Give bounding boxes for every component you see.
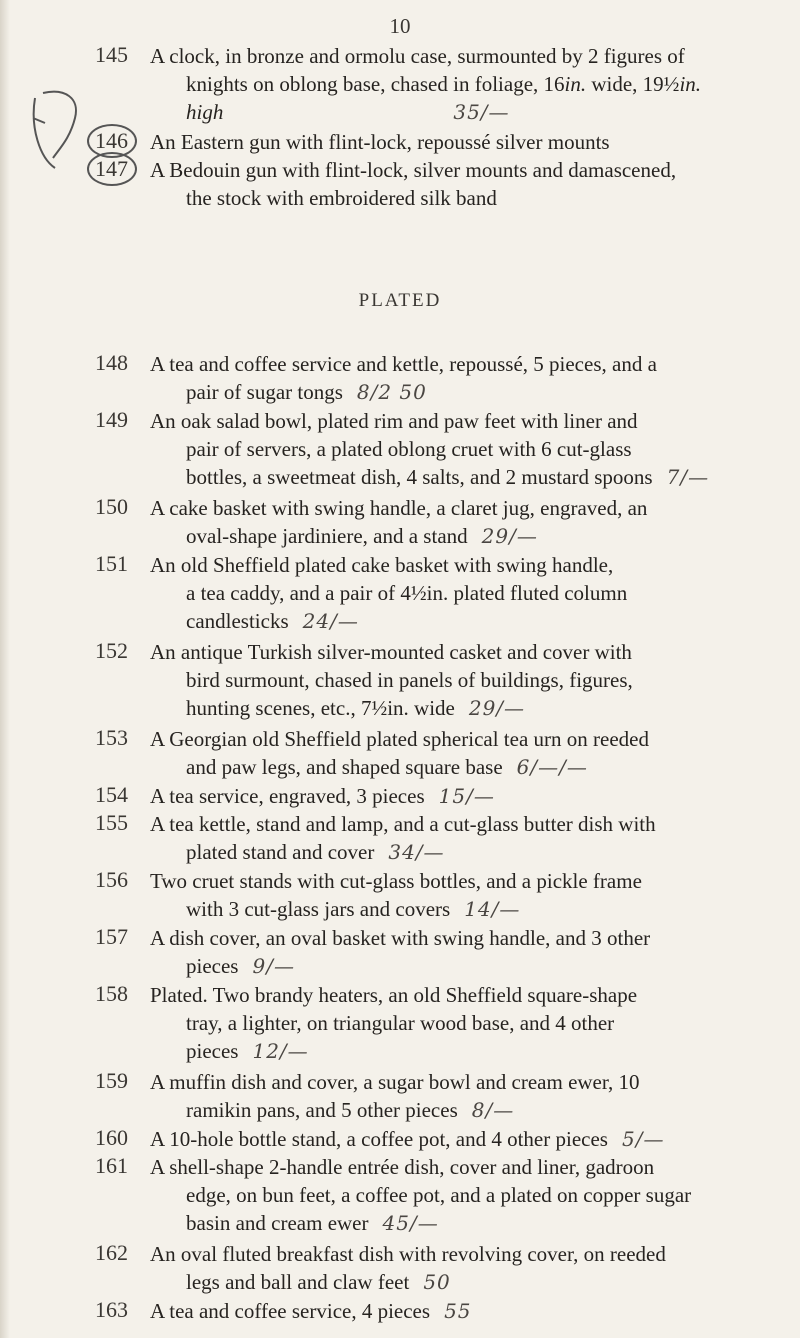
lot-description [150,1125,775,1153]
page-number: 10 [389,14,411,38]
handwritten-price: 7/— [666,465,710,489]
handwritten-price: 55 [444,1299,472,1323]
lot-line [150,1096,775,1124]
lot-line-text: An antique Turkish silver-mounted casket and cover with [150,640,632,664]
lot-line-text: bottles, a sweetmeat dish, 4 salts, and 2 mustard spoons [186,465,653,489]
lot-line [150,952,775,980]
lot-line-text: A tea service, engraved, 3 pieces [150,784,425,808]
lot-line-text: a tea caddy, and a pair of 4½in. plated fluted column [186,581,628,605]
lot-number: 161 [95,1153,128,1178]
lot-number: 151 [95,551,128,576]
handwritten-price: 14/— [464,897,521,921]
lot-description [150,810,775,866]
lot-line-part: in. [564,72,587,96]
lot-line [150,1181,775,1209]
handwritten-price: 29/— [468,696,526,720]
lot-line-text: A 10-hole bottle stand, a coffee pot, and 4 other pieces [150,1127,608,1151]
lot-line-text: pair of sugar tongs [186,380,343,404]
lot-number: 156 [95,867,128,892]
handwritten-price: 9/— [252,954,295,978]
lot-description [150,494,775,550]
lot-line [150,640,632,664]
lot-description [150,551,775,635]
lot-description [150,782,775,810]
lot-line [150,869,642,893]
lot-number: 162 [95,1240,128,1265]
lot-line: A Bedouin gun with flint-lock, silver mounts and damascened, [150,158,677,182]
lot-line [150,784,495,808]
lot-number: 155 [95,810,128,835]
handwritten-price: 8/— [471,1098,515,1122]
handwritten-price: 5/— [621,1127,665,1151]
lot-number: 150 [95,494,128,519]
lot-line-text: A dish cover, an oval basket with swing handle, and 3 other [150,926,651,950]
lot-line-text: basin and cream ewer [186,1211,369,1235]
lot-line [150,70,775,98]
lot-line [150,694,775,722]
lot-line [150,553,613,577]
lot-line-text: Plated. Two brandy heaters, an old Sheffield square-shape [150,983,638,1007]
lot-line-text: hunting scenes, etc., 7½in. wide [186,696,455,720]
lot-line-text: and paw legs, and shaped square base [186,755,503,779]
handwritten-price: 6/—/— [516,755,588,779]
section-heading: PLATED [358,290,442,311]
lot-description [150,156,775,212]
handwritten-price: 24/— [302,609,359,633]
lot-line-text: A cake basket with swing handle, a claret jug, engraved, an [150,496,648,520]
lot-line [150,522,775,550]
lot-line-text: A tea and coffee service, 4 pieces [150,1299,431,1323]
lot-line [150,1242,666,1266]
lot-line-text: An oval fluted breakfast dish with revolving cover, on reeded [150,1242,666,1266]
lot-line [150,1299,472,1323]
lot-number: 152 [95,638,128,663]
lot-description [150,407,775,491]
lot-line: An Eastern gun with flint-lock, repoussé silver mounts [150,130,610,154]
lot-description [150,1240,775,1296]
lot-line: A clock, in bronze and ormolu case, surmounted by 2 figures of [150,44,685,68]
lot-line-text: A tea kettle, stand and lamp, and a cut-glass butter dish with [150,812,656,836]
handwritten-price: 12/— [252,1039,309,1063]
lot-number: 159 [95,1068,128,1093]
lot-number: 146 [95,128,128,153]
lot-line [150,1037,775,1065]
lot-line-text: pair of servers, a plated oblong cruet with 6 cut-glass [186,437,632,461]
handwritten-price: 45/— [382,1211,439,1235]
lot-line [150,435,775,463]
lot-line-text: candlesticks [186,609,289,633]
handwritten-price: 29/— [481,524,538,548]
lot-line [150,926,650,950]
lot-line [150,607,775,635]
lot-line-text: A shell-shape 2-handle entrée dish, cover and liner, gadroon [150,1155,655,1179]
lot-line-text: bird surmount, chased in panels of buildings, figures, [186,668,633,692]
lot-line [150,463,775,491]
page-edge-shadow [0,0,10,1338]
lot-line-text: pieces [186,954,239,978]
lot-description [150,725,775,781]
handwritten-price: 8/2 50 [356,380,427,404]
lot-line-text: An oak salad bowl, plated rim and paw feet with liner and [150,409,638,433]
lot-description [150,867,775,923]
lot-description [150,128,775,156]
lot-line-text: An old Sheffield plated cake basket with swing handle, [150,553,614,577]
lot-number: 147 [95,156,128,181]
lot-line [150,812,656,836]
lot-line [150,579,775,607]
lot-description [150,638,775,722]
lot-line-text: ramikin pans, and 5 other pieces [186,1098,458,1122]
lot-line [150,838,775,866]
lot-line [150,98,775,126]
lot-line-text: with 3 cut-glass jars and covers [186,897,451,921]
lot-line [150,496,647,520]
lot-line [150,1155,654,1179]
lot-line [150,983,637,1007]
lot-line [150,1127,664,1151]
lot-line-text: A muffin dish and cover, a sugar bowl and cream ewer, 10 [150,1070,640,1094]
lot-line-text: oval-shape jardiniere, and a stand [186,524,468,548]
lot-line-part: wide, 19½ [586,72,680,96]
lot-description [150,981,775,1065]
lot-number: 154 [95,782,128,807]
lot-line [150,1268,775,1296]
lot-number: 160 [95,1125,128,1150]
lot-line [150,378,775,406]
lot-line [150,409,638,433]
handwritten-price: 15/— [438,784,495,808]
lot-description [150,350,775,406]
lot-number: 153 [95,725,128,750]
lot-line-part: in. [679,72,702,96]
lot-number: 163 [95,1297,128,1322]
lot-line-part: high [186,100,224,124]
lot-description [150,42,775,126]
lot-line-text: pieces [186,1039,239,1063]
lot-number: 157 [95,924,128,949]
lot-description [150,924,775,980]
lot-number: 148 [95,350,128,375]
handwritten-price: 50 [423,1270,451,1294]
lot-line-text: Two cruet stands with cut-glass bottles, and a pickle frame [150,869,642,893]
lot-description [150,1068,775,1124]
lot-line-part: knights on oblong base, chased in foliage, 16 [186,72,565,96]
lot-line-text: A tea and coffee service and kettle, repoussé, 5 pieces, and a [150,352,657,376]
lot-line-text: edge, on bun feet, a coffee pot, and a plated on copper sugar [186,1183,692,1207]
margin-pencil-mark [25,78,95,178]
lot-description [150,1153,775,1237]
handwritten-price: 34/— [388,840,445,864]
lot-line [150,753,775,781]
lot-number: 158 [95,981,128,1006]
lot-line [150,1070,640,1094]
handwritten-price: 35/— [453,100,510,124]
lot-line-text: A Georgian old Sheffield plated spherical tea urn on reeded [150,727,649,751]
lot-number: 145 [95,42,128,67]
lot-line [150,666,775,694]
lot-line [150,895,775,923]
lot-line [150,1009,775,1037]
lot-description [150,1297,775,1325]
lot-line [150,352,657,376]
lot-line-text: legs and ball and claw feet [186,1270,410,1294]
lot-line [150,1209,775,1237]
lot-line [150,727,649,751]
lot-line-text: tray, a lighter, on triangular wood base, and 4 other [186,1011,615,1035]
lot-number: 149 [95,407,128,432]
lot-line-text: plated stand and cover [186,840,375,864]
lot-line: the stock with embroidered silk band [186,186,497,210]
